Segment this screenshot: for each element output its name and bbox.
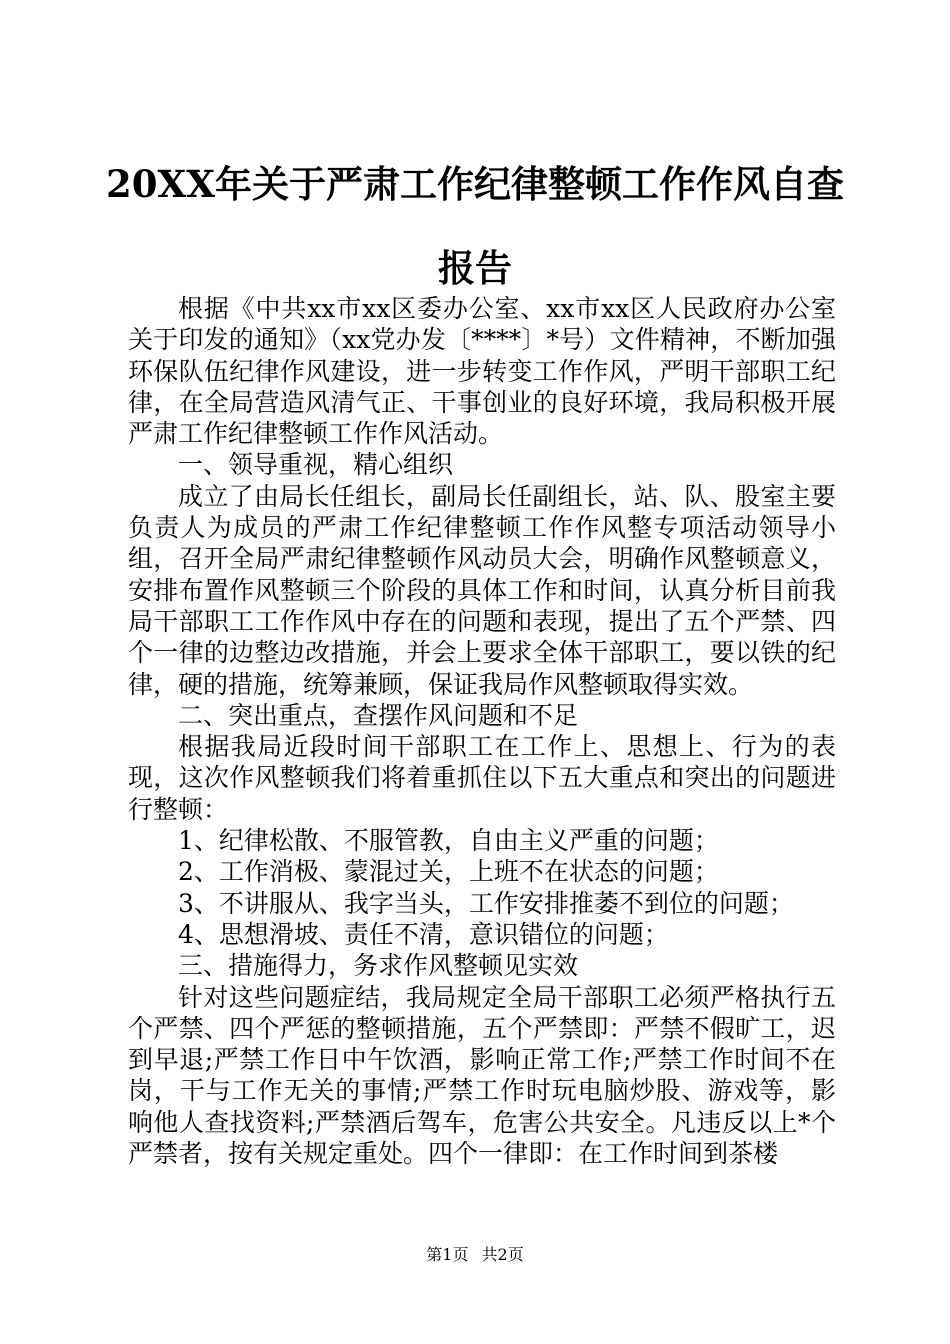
paragraph-section-1: 成立了由局长任组长，副局长任副组长，站、队、股室主要负责人为成员的严肃工作纪律整顿工作作风整专项活动领导小组，召开全局严肃纪律整顿作风动员大会，明确作风整顿意义，安排布置作风整顿三个阶段的具体工作和时间，认真分析目前我局干部职工工作作风中存在的问题和表现，提出了五个严禁、四个一律的边整边改措施，并会上要求全体干部职工，要以铁的纪律，硬的措施，统筹兼顾，保证我局作风整顿取得实效。 [128, 481, 836, 699]
page-footer [0, 1245, 950, 1265]
paragraph-section-2: 根据我局近段时间干部职工在工作上、思想上、行为的表现，这次作风整顿我们将着重抓住以下五大重点和突出的问题进行整顿： [128, 732, 836, 824]
document-title-line-1: 20XX年关于严肃工作纪律整顿工作作风自查 [106, 162, 844, 206]
list-item-1: 1、纪律松散、不服管教，自由主义严重的问题； [178, 826, 719, 856]
list-item-4: 4、思想滑坡、责任不清，意识错位的问题； [178, 919, 669, 949]
document-body [128, 293, 836, 1169]
list-item-2: 2、工作消极、蒙混过关，上班不在状态的问题； [178, 857, 719, 887]
section-heading-1: 一、领导重视，精心组织 [178, 450, 454, 480]
section-heading-3: 三、措施得力，务求作风整顿见实效 [178, 951, 579, 981]
paragraph-intro: 根据《中共xx市xx区委办公室、xx市xx区人民政府办公室关于印发的通知》（xx党办发〔****〕*号）文件精神，不断加强环保队伍纪律作风建设，进一步转变工作作风，严明干部职工纪律，在全局营造风清气正、干事创业的良好环境，我局积极开展严肃工作纪律整顿工作作风活动。 [128, 294, 836, 449]
paragraph-section-3: 针对这些问题症结，我局规定全局干部职工必须严格执行五个严禁、四个严惩的整顿措施，五个严禁即：严禁不假旷工，迟到早退;严禁工作日中午饮酒，影响正常工作;严禁工作时间不在岗，干与工作无关的事情;严禁工作时玩电脑炒股、游戏等，影响他人查找资料;严禁酒后驾车，危害公共安全。凡违反以上*个严禁者，按有关规定重处。四个一律即：在工作时间到茶楼 [128, 982, 836, 1169]
document-title-line-2: 报告 [438, 246, 512, 290]
page-total: 共2页 [481, 1245, 524, 1264]
list-item-3: 3、不讲服从、我字当头，工作安排推萎不到位的问题； [178, 888, 794, 918]
section-heading-2: 二、突出重点，查摆作风问题和不足 [178, 700, 579, 730]
page-current: 第1页 [426, 1245, 469, 1264]
